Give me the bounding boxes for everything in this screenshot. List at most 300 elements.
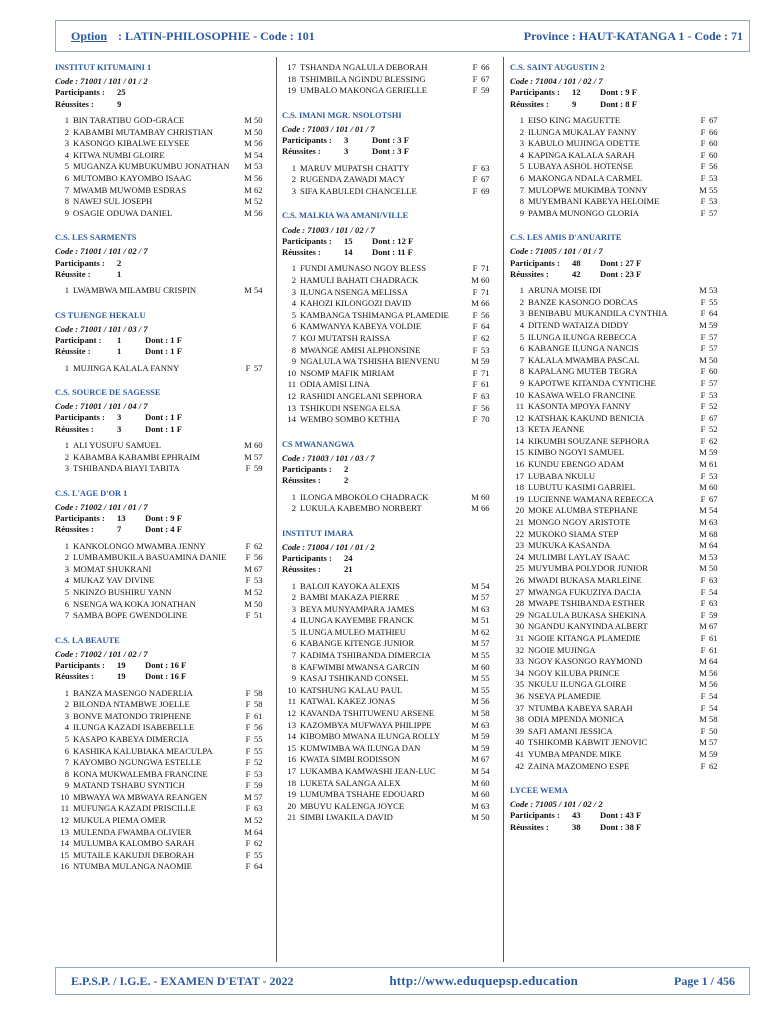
student-name: MBUYU KALENGA JOYCE [300, 800, 405, 811]
school-code: Code : 71002 / 101 / 02 / 7 [55, 648, 148, 659]
student-number: 1 [291, 491, 296, 502]
student-sex: F [245, 687, 251, 698]
student-number: 1 [291, 580, 296, 591]
student-score: 54 [254, 285, 263, 296]
student-row [510, 208, 725, 220]
student-score: 60 [709, 138, 718, 149]
student-name: KASAWA WELO FRANCINE [528, 389, 636, 400]
student-row [282, 163, 497, 175]
student-number: 8 [519, 366, 524, 377]
student-name: KAFWIMBI MWANSA GARCIN [300, 661, 420, 672]
student-score: 53 [254, 768, 263, 779]
student-sex: F [700, 115, 706, 125]
student-name: BEYA MUNYAMPARA JAMES [300, 603, 415, 614]
student-score: 52 [254, 196, 263, 207]
student-number: 17 [287, 766, 296, 776]
student-list [510, 115, 725, 219]
student-score: 57 [254, 451, 263, 462]
student-name: LUCIENNE WAMANA REBECCA [528, 493, 654, 504]
student-sex: F [700, 366, 706, 377]
student-row [55, 150, 270, 162]
student-row [510, 343, 725, 355]
student-sex: M [471, 603, 479, 614]
student-sex: F [700, 126, 706, 137]
column-divider [503, 57, 504, 962]
participants-row-dont: Dont : 3 F [372, 135, 409, 146]
student-number: 3 [519, 308, 524, 319]
student-name: MAKONGA NDALA CARMEL [528, 172, 643, 183]
student-list [55, 540, 270, 621]
student-number: 18 [515, 482, 524, 493]
student-score: 53 [709, 172, 718, 183]
student-name: BANZA MASENGO NADERLIA [73, 687, 193, 698]
student-row [55, 861, 270, 873]
student-sex: F [700, 331, 706, 342]
student-number: 22 [515, 528, 524, 539]
student-score: 54 [709, 690, 718, 701]
reussites-row-label: Réussites : [282, 146, 321, 157]
footer-url-link[interactable]: http://www.eduquepsp.education [389, 973, 579, 988]
student-row [55, 161, 270, 173]
student-sex: F [700, 690, 706, 701]
student-sex: M [244, 126, 252, 137]
student-sex: M [244, 563, 252, 574]
student-sex: F [472, 185, 478, 196]
student-row [55, 126, 270, 138]
student-row [282, 812, 497, 824]
student-number: 23 [515, 540, 524, 551]
student-name: NGANDU KANYINDA ALBERT [528, 621, 648, 632]
student-number: 2 [291, 503, 296, 514]
student-score: 50 [709, 563, 718, 574]
student-number: 14 [287, 731, 296, 742]
student-name: KAPALANG MUTEB TEGRA [528, 366, 638, 377]
student-row [510, 413, 725, 425]
student-sex: F [700, 609, 706, 620]
student-row [282, 379, 497, 391]
student-number: 19 [287, 85, 296, 96]
student-score: 71 [481, 263, 490, 274]
student-score: 60 [709, 366, 718, 377]
student-name: LUKAMBA KAMWASHI JEAN-LUC [300, 766, 436, 776]
student-score: 54 [254, 149, 263, 160]
student-number: 18 [287, 777, 296, 788]
student-name: ILUNGA ILUNGA REBECCA [528, 331, 637, 342]
footer-org: E.P.S.P. / I.G.E. - EXAMEN D'ETAT - 2022 [71, 973, 294, 988]
student-row [55, 575, 270, 587]
student-number: 15 [287, 742, 296, 753]
student-score: 51 [481, 615, 490, 626]
results-column-3 [510, 62, 725, 846]
student-score: 52 [254, 815, 263, 826]
student-name: ILUNGA KAYEMBE FRANCK [300, 615, 414, 626]
student-number: 3 [519, 138, 524, 149]
participants-row-value: 2 [117, 257, 122, 268]
student-row [510, 308, 725, 320]
student-sex: M [699, 667, 707, 678]
student-sex: F [245, 575, 251, 586]
student-row [510, 320, 725, 332]
student-row [282, 766, 497, 778]
student-name: BONVE MATONDO TRIPHENE [73, 710, 192, 721]
participants-row-dont [145, 87, 270, 98]
student-number: 2 [291, 274, 296, 285]
student-score: 57 [254, 791, 263, 802]
student-name: KAZOMBYA MUFWAYA PHILIPPE [300, 719, 432, 730]
school-section [282, 528, 497, 824]
student-score: 57 [709, 377, 718, 388]
student-name: ILONGA MBOKOLO CHADRACK [300, 491, 429, 502]
student-row [510, 184, 725, 196]
student-name: NGOIE KITANGA PLAMEDIE [528, 632, 641, 643]
student-sex: M [244, 791, 252, 802]
school-section [510, 785, 725, 833]
student-number: 12 [60, 815, 69, 826]
student-score: 58 [709, 714, 718, 725]
participants-row-value: 3 [117, 412, 122, 423]
student-sex: M [244, 138, 252, 149]
student-number: 1 [291, 263, 296, 274]
participants-row [282, 553, 497, 564]
student-sex: F [245, 540, 251, 551]
student-sex: M [699, 505, 707, 516]
student-list [282, 62, 497, 97]
student-sex: F [245, 745, 251, 756]
student-name: ILUNGA MULEO MATHIEU [300, 626, 406, 637]
student-number: 42 [515, 760, 524, 771]
student-number: 8 [291, 661, 296, 672]
student-number: 7 [519, 184, 524, 195]
student-name: MUTOMBO KAYOMBO ISAAC [73, 172, 192, 183]
reussites-row [55, 99, 270, 110]
student-score: 56 [709, 667, 718, 678]
student-name: MUKUKA KASANDA [528, 540, 611, 551]
student-score: 64 [709, 308, 718, 319]
student-name: YUMBA MPANDE MIKE [528, 748, 622, 759]
reussites-row [282, 247, 497, 258]
student-score: 57 [709, 331, 718, 342]
student-sex: F [245, 710, 251, 721]
student-number: 2 [519, 296, 524, 307]
student-sex: F [245, 699, 251, 710]
student-number: 4 [64, 722, 69, 733]
student-number: 12 [515, 412, 524, 423]
student-sex: M [699, 737, 707, 748]
student-sex: M [471, 491, 479, 502]
student-name: KATSHAK KAKUND BENICIA [528, 412, 645, 423]
participants-row-label: Participants : [55, 659, 105, 670]
student-number: 17 [515, 470, 524, 481]
student-row [282, 310, 497, 322]
student-sex: F [245, 838, 251, 849]
participants-row [55, 335, 270, 346]
student-number: 5 [291, 626, 296, 637]
student-number: 13 [287, 402, 296, 413]
student-sex: M [244, 207, 252, 218]
student-sex: F [245, 610, 251, 621]
student-score: 50 [481, 812, 490, 823]
student-row [55, 587, 270, 599]
student-name: MUYEMBANI KABEYA HELOIME [528, 196, 660, 207]
student-row [510, 494, 725, 506]
reussites-row-label: Réussites : [282, 564, 321, 575]
student-list [55, 115, 270, 219]
student-sex: M [244, 826, 252, 837]
student-name: DITEND WATAIZA DIDDY [528, 319, 629, 330]
student-row [282, 62, 497, 74]
student-score: 54 [709, 586, 718, 597]
school-code: Code : 71003 / 101 / 03 / 7 [282, 452, 375, 463]
student-list [282, 580, 497, 823]
student-sex: F [472, 402, 478, 413]
student-name: NGALULA BUKASA SHEKINA [528, 609, 646, 620]
student-score: 67 [709, 493, 718, 504]
student-score: 60 [481, 789, 490, 800]
student-name: BANZE KASONGO DORCAS [528, 296, 638, 307]
student-name: SAFI AMANI JESSICA [528, 725, 613, 736]
student-name: LUMBAMBUKILA BASUAMINA DANIE [73, 552, 227, 563]
student-sex: M [244, 598, 252, 609]
student-sex: M [244, 439, 252, 450]
student-sex: F [700, 644, 706, 655]
student-score: 62 [709, 435, 718, 446]
student-name: LUMUMBA TSHAHE EDOUARD [300, 789, 425, 800]
student-score: 56 [709, 679, 718, 690]
results-column-1 [55, 62, 270, 886]
student-row [282, 777, 497, 789]
student-score: 53 [709, 551, 718, 562]
school-code: Code : 71005 / 101 / 02 / 2 [510, 799, 603, 810]
student-score: 59 [709, 447, 718, 458]
student-sex: M [471, 580, 479, 591]
student-name: MWADI BUKASA MARLEINE [528, 575, 642, 585]
student-row [510, 331, 725, 343]
student-row [55, 780, 270, 792]
student-sex: M [471, 650, 479, 661]
participants-row-value: 48 [572, 257, 581, 268]
student-row [55, 687, 270, 699]
student-row [510, 714, 725, 726]
student-score: 53 [254, 161, 263, 172]
student-list [510, 285, 725, 772]
student-row [55, 610, 270, 622]
student-number: 3 [64, 710, 69, 721]
student-row [282, 186, 497, 198]
student-sex: M [244, 149, 252, 160]
student-name: KAPINGA KALALA SARAH [528, 149, 635, 160]
student-number: 11 [515, 401, 524, 412]
student-name: MWAPE TSHIBANDA ESTHER [528, 598, 645, 609]
student-score: 59 [481, 742, 490, 753]
school-section [55, 488, 270, 622]
reussites-row-value: 7 [117, 524, 122, 535]
student-name: WEMBO SOMBO KETHIA [300, 414, 400, 425]
student-sex: F [700, 598, 706, 609]
student-row [55, 745, 270, 757]
student-score: 59 [481, 731, 490, 742]
student-score: 66 [481, 503, 490, 514]
student-name: ILUNGA KAZADI ISABEBELLE [73, 722, 195, 733]
student-name: MULUMBA KALOMBO SARAH [73, 838, 195, 849]
school-code: Code : 71003 / 101 / 01 / 7 [282, 123, 375, 134]
student-name: NTUMBA KABEYA SARAH [528, 702, 633, 713]
student-row [282, 650, 497, 662]
student-name: NTUMBA MULANGA NAOMIE [73, 861, 192, 872]
student-name: NSEYA PLAMEDIE [528, 690, 601, 701]
student-name: MUJINGA KALALA FANNY [73, 362, 180, 373]
student-name: ODIA MPENDA MONICA [528, 714, 624, 725]
student-sex: M [471, 696, 479, 707]
school-section [282, 110, 497, 198]
student-sex: F [472, 73, 478, 84]
student-score: 63 [709, 575, 718, 585]
student-sex: M [471, 661, 479, 672]
student-name: ZAINA MAZOMENO ESPE [528, 760, 630, 771]
school-section [55, 62, 270, 219]
student-number: 8 [291, 344, 296, 355]
student-number: 21 [515, 517, 524, 528]
participants-row-dont: Dont : 1 F [145, 412, 182, 423]
student-row [510, 517, 725, 529]
student-score: 66 [481, 62, 490, 73]
student-number: 14 [515, 435, 524, 446]
student-row [282, 414, 497, 426]
student-name: MOKE ALUMBA STEPHANE [528, 505, 638, 516]
student-score: 64 [254, 826, 263, 837]
student-score: 57 [709, 737, 718, 748]
reussites-row-label: Réussites : [510, 98, 549, 109]
student-sex: F [472, 379, 478, 390]
reussites-row-value: 21 [344, 564, 353, 575]
student-score: 56 [254, 172, 263, 183]
column-divider [276, 57, 277, 962]
student-name: MARUV MUPATSH CHATTY [300, 162, 410, 173]
student-number: 32 [515, 644, 524, 655]
participants-row-dont: Dont : 9 F [145, 512, 182, 523]
student-number: 1 [64, 115, 69, 125]
participants-row-label: Participants : [282, 552, 332, 563]
student-row [510, 355, 725, 367]
student-number: 10 [60, 791, 69, 802]
student-score: 53 [709, 196, 718, 207]
student-number: 2 [64, 126, 69, 137]
student-name: ODIA AMISI LINA [300, 379, 370, 390]
student-number: 14 [60, 838, 69, 849]
student-row [282, 503, 497, 515]
student-row [55, 711, 270, 723]
student-score: 60 [481, 661, 490, 672]
student-sex: M [471, 356, 479, 367]
participants-row-dont [145, 258, 270, 269]
student-score: 63 [481, 719, 490, 730]
student-name: SIFA KABULEDI CHANCELLE [300, 185, 417, 196]
student-row [510, 366, 725, 378]
student-sex: F [700, 412, 706, 423]
student-sex: F [700, 207, 706, 218]
student-row [55, 540, 270, 552]
reussites-row [55, 346, 270, 357]
student-row [55, 208, 270, 220]
student-row [282, 719, 497, 731]
student-row [282, 789, 497, 801]
student-number: 41 [515, 748, 524, 759]
student-number: 9 [64, 780, 69, 791]
student-sex: F [472, 309, 478, 320]
student-sex: F [472, 174, 478, 185]
student-number: 6 [64, 745, 69, 756]
student-number: 10 [287, 367, 296, 378]
school-section [282, 439, 497, 515]
student-name: LUBAYA ASHOL HOTENSE [528, 161, 633, 172]
reussites-row-value: 14 [344, 246, 353, 257]
reussites-row [55, 524, 270, 535]
student-sex: M [699, 551, 707, 562]
student-sex: F [700, 702, 706, 713]
results-column-2 [282, 62, 497, 837]
reussites-row-dont: Dont : 3 F [372, 146, 409, 157]
student-sex: M [244, 586, 252, 597]
student-row [282, 368, 497, 380]
school-name: C.S. LES SARMENTS [55, 233, 137, 243]
reussites-row [510, 99, 725, 110]
student-score: 64 [709, 540, 718, 551]
school-name: C.S. SOURCE DE SAGESSE [55, 387, 161, 397]
student-number: 9 [519, 377, 524, 388]
participants-row [282, 135, 497, 146]
participants-row-dont: Dont : 43 F [600, 810, 642, 821]
student-name: NGOY KILUBA PRINCE [528, 667, 620, 678]
student-row [510, 401, 725, 413]
student-row [282, 74, 497, 86]
student-row [510, 737, 725, 749]
school-code: Code : 71001 / 101 / 02 / 7 [55, 246, 148, 257]
school-code: Code : 71001 / 101 / 04 / 7 [55, 401, 148, 412]
student-name: BAMBI MAKAZA PIERRE [300, 592, 400, 603]
student-number: 8 [64, 768, 69, 779]
reussites-row [55, 269, 270, 280]
participants-row [55, 258, 270, 269]
participants-row-value: 13 [117, 512, 126, 523]
student-number: 2 [64, 699, 69, 710]
student-sex: F [245, 552, 251, 563]
student-sex: M [471, 274, 479, 285]
student-name: KABANGE KITENGE JUNIOR [300, 638, 415, 649]
student-name: OSAGIE ODUWA DANIEL [73, 207, 173, 218]
student-number: 5 [64, 586, 69, 597]
participants-row-label: Participant : [55, 334, 102, 345]
student-number: 9 [519, 207, 524, 218]
student-row [282, 604, 497, 616]
student-sex: F [472, 367, 478, 378]
student-sex: F [700, 760, 706, 771]
student-number: 3 [64, 138, 69, 149]
school-code: Code : 71001 / 101 / 03 / 7 [55, 323, 148, 334]
student-sex: M [699, 319, 707, 330]
student-row [55, 598, 270, 610]
student-score: 60 [481, 491, 490, 502]
student-score: 50 [254, 598, 263, 609]
student-number: 25 [515, 563, 524, 574]
student-score: 67 [481, 73, 490, 84]
student-score: 55 [254, 849, 263, 860]
participants-row [510, 258, 725, 269]
student-number: 3 [64, 563, 69, 574]
school-section [510, 62, 725, 219]
school-name: INSTITUT KITUMAINI 1 [55, 63, 152, 72]
student-name: HAMULI BAHATI CHADRACK [300, 274, 419, 285]
school-name: C.S. L'AGE D'OR 1 [55, 488, 128, 498]
student-number: 29 [515, 609, 524, 620]
